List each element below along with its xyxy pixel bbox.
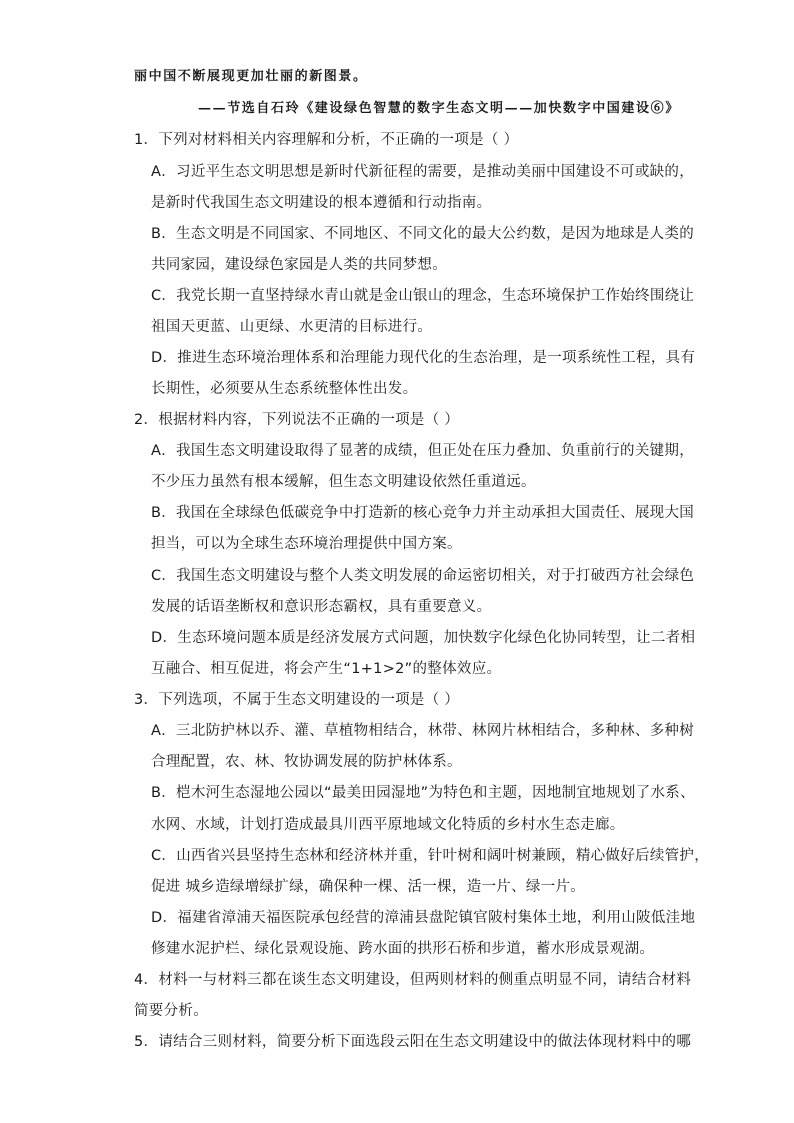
q1-option-b-line-1: B．生态文明是不同国家、不同地区、不同文化的最大公约数，是因为地球是人类的 [151,226,695,242]
q2-option-b-line-2: 担当，可以为全球生态环境治理提供中国方案。 [151,536,462,552]
question-text: 根据材料内容，下列说法不正确的一项是（ ） [158,412,460,428]
q2-option-a-line-1: A．我国生态文明建设取得了显著的成绩，但正处在压力叠加、负重前行的关键期， [151,443,695,459]
question-2-stem [134,410,459,430]
q2-option-a-line-2: 不少压力虽然有根本缓解，但生态文明建设依然任重道远。 [151,474,536,490]
source-citation: ——节选自石玲《建设绿色智慧的数字生态文明——加快数字中国建设⑥》 [198,101,680,116]
question-text: 下列对材料相关内容理解和分析，不正确的一项是（ ） [158,132,519,148]
question-number: 3． [134,692,159,708]
q2-option-d-line-1: D．生态环境问题本质是经济发展方式问题，加快数字化绿色化协同转型，让二者相 [151,630,696,646]
question-number: 2． [134,412,159,428]
q3-option-b-line-2: 水网、水域，计划打造成最具川西平原地域文化特质的乡村水生态走廊。 [151,817,625,833]
q1-option-c-line-1: C．我党长期一直坚持绿水青山就是金山银山的理念，生态环境保护工作始终围绕让 [151,288,695,304]
q1-option-a-line-1: A．习近平生态文明思想是新时代新征程的需要，是推动美丽中国建设不可或缺的， [151,164,695,180]
q1-option-d-line-1: D．推进生态环境治理体系和治理能力现代化的生态治理，是一项系统性工程，具有 [151,350,696,366]
q3-option-c-line-2: 促进 城乡造绿增绿扩绿，确保种一棵、活一棵，造一片、绿一片。 [151,879,586,895]
q1-option-a-line-2: 是新时代我国生态文明建设的根本遵循和行动指南。 [151,195,492,211]
q3-option-a-line-2: 合理配置，农、林、牧协调发展的防护林体系。 [151,754,462,770]
q3-option-c-line-1: C．山西省兴县坚持生态林和经济林并重，针叶树和阔叶树兼顾，精心做好后续管护， [151,848,710,864]
question-text: 请结合三则材料，简要分析下面选段云阳在生态文明建设中的做法体现材料中的哪 [158,1034,692,1050]
question-5-line-1 [134,1032,691,1052]
q1-option-b-line-2: 共同家园，建设绿色家园是人类的共同梦想。 [151,257,447,273]
q3-option-d-line-2: 修建水泥护栏、绿化景观设施、跨水面的拱形石桥和步道，蓄水形成景观湖。 [151,941,655,957]
intro-last-line: 丽中国不断展现更加壮丽的新图景。 [134,69,368,84]
question-3-stem [134,690,459,710]
question-number: 4． [134,972,159,988]
q3-option-d-line-1: D．福建省漳浦天福医院承包经营的漳浦县盘陀镇官陂村集体土地，利用山陂低洼地 [151,910,696,926]
question-number: 1． [134,132,159,148]
question-number: 5． [134,1034,159,1050]
question-4-line-1 [134,970,691,990]
question-4-line-2: 简要分析。 [134,1003,208,1019]
question-text: 材料一与材料三都在谈生态文明建设，但两则材料的侧重点明显不同，请结合材料 [158,972,692,988]
q2-option-c-line-2: 发展的话语垄断权和意识形态霸权，具有重要意义。 [151,599,492,615]
q3-option-b-line-1: B．桤木河生态湿地公园以“最美田园湿地”为特色和主题，因地制宜地规划了水系、 [151,785,695,801]
q1-option-d-line-2: 长期性，必须要从生态系统整体性出发。 [151,381,418,397]
q3-option-a-line-1: A．三北防护林以乔、灌、草植物相结合，林带、林网片林相结合，多种林、多种树 [151,723,695,739]
question-text: 下列选项，不属于生态文明建设的一项是（ ） [158,692,460,708]
q2-option-d-line-2: 互融合、相互促进，将会产生“1+1>2”的整体效应。 [151,661,502,677]
q2-option-b-line-1: B．我国在全球绿色低碳竞争中打造新的核心竞争力并主动承担大国责任、展现大国 [151,505,695,521]
q1-option-c-line-2: 祖国天更蓝、山更绿、水更清的目标进行。 [151,319,433,335]
question-1-stem [134,130,518,150]
q2-option-c-line-1: C．我国生态文明建设与整个人类文明发展的命运密切相关，对于打破西方社会绿色 [151,568,695,584]
